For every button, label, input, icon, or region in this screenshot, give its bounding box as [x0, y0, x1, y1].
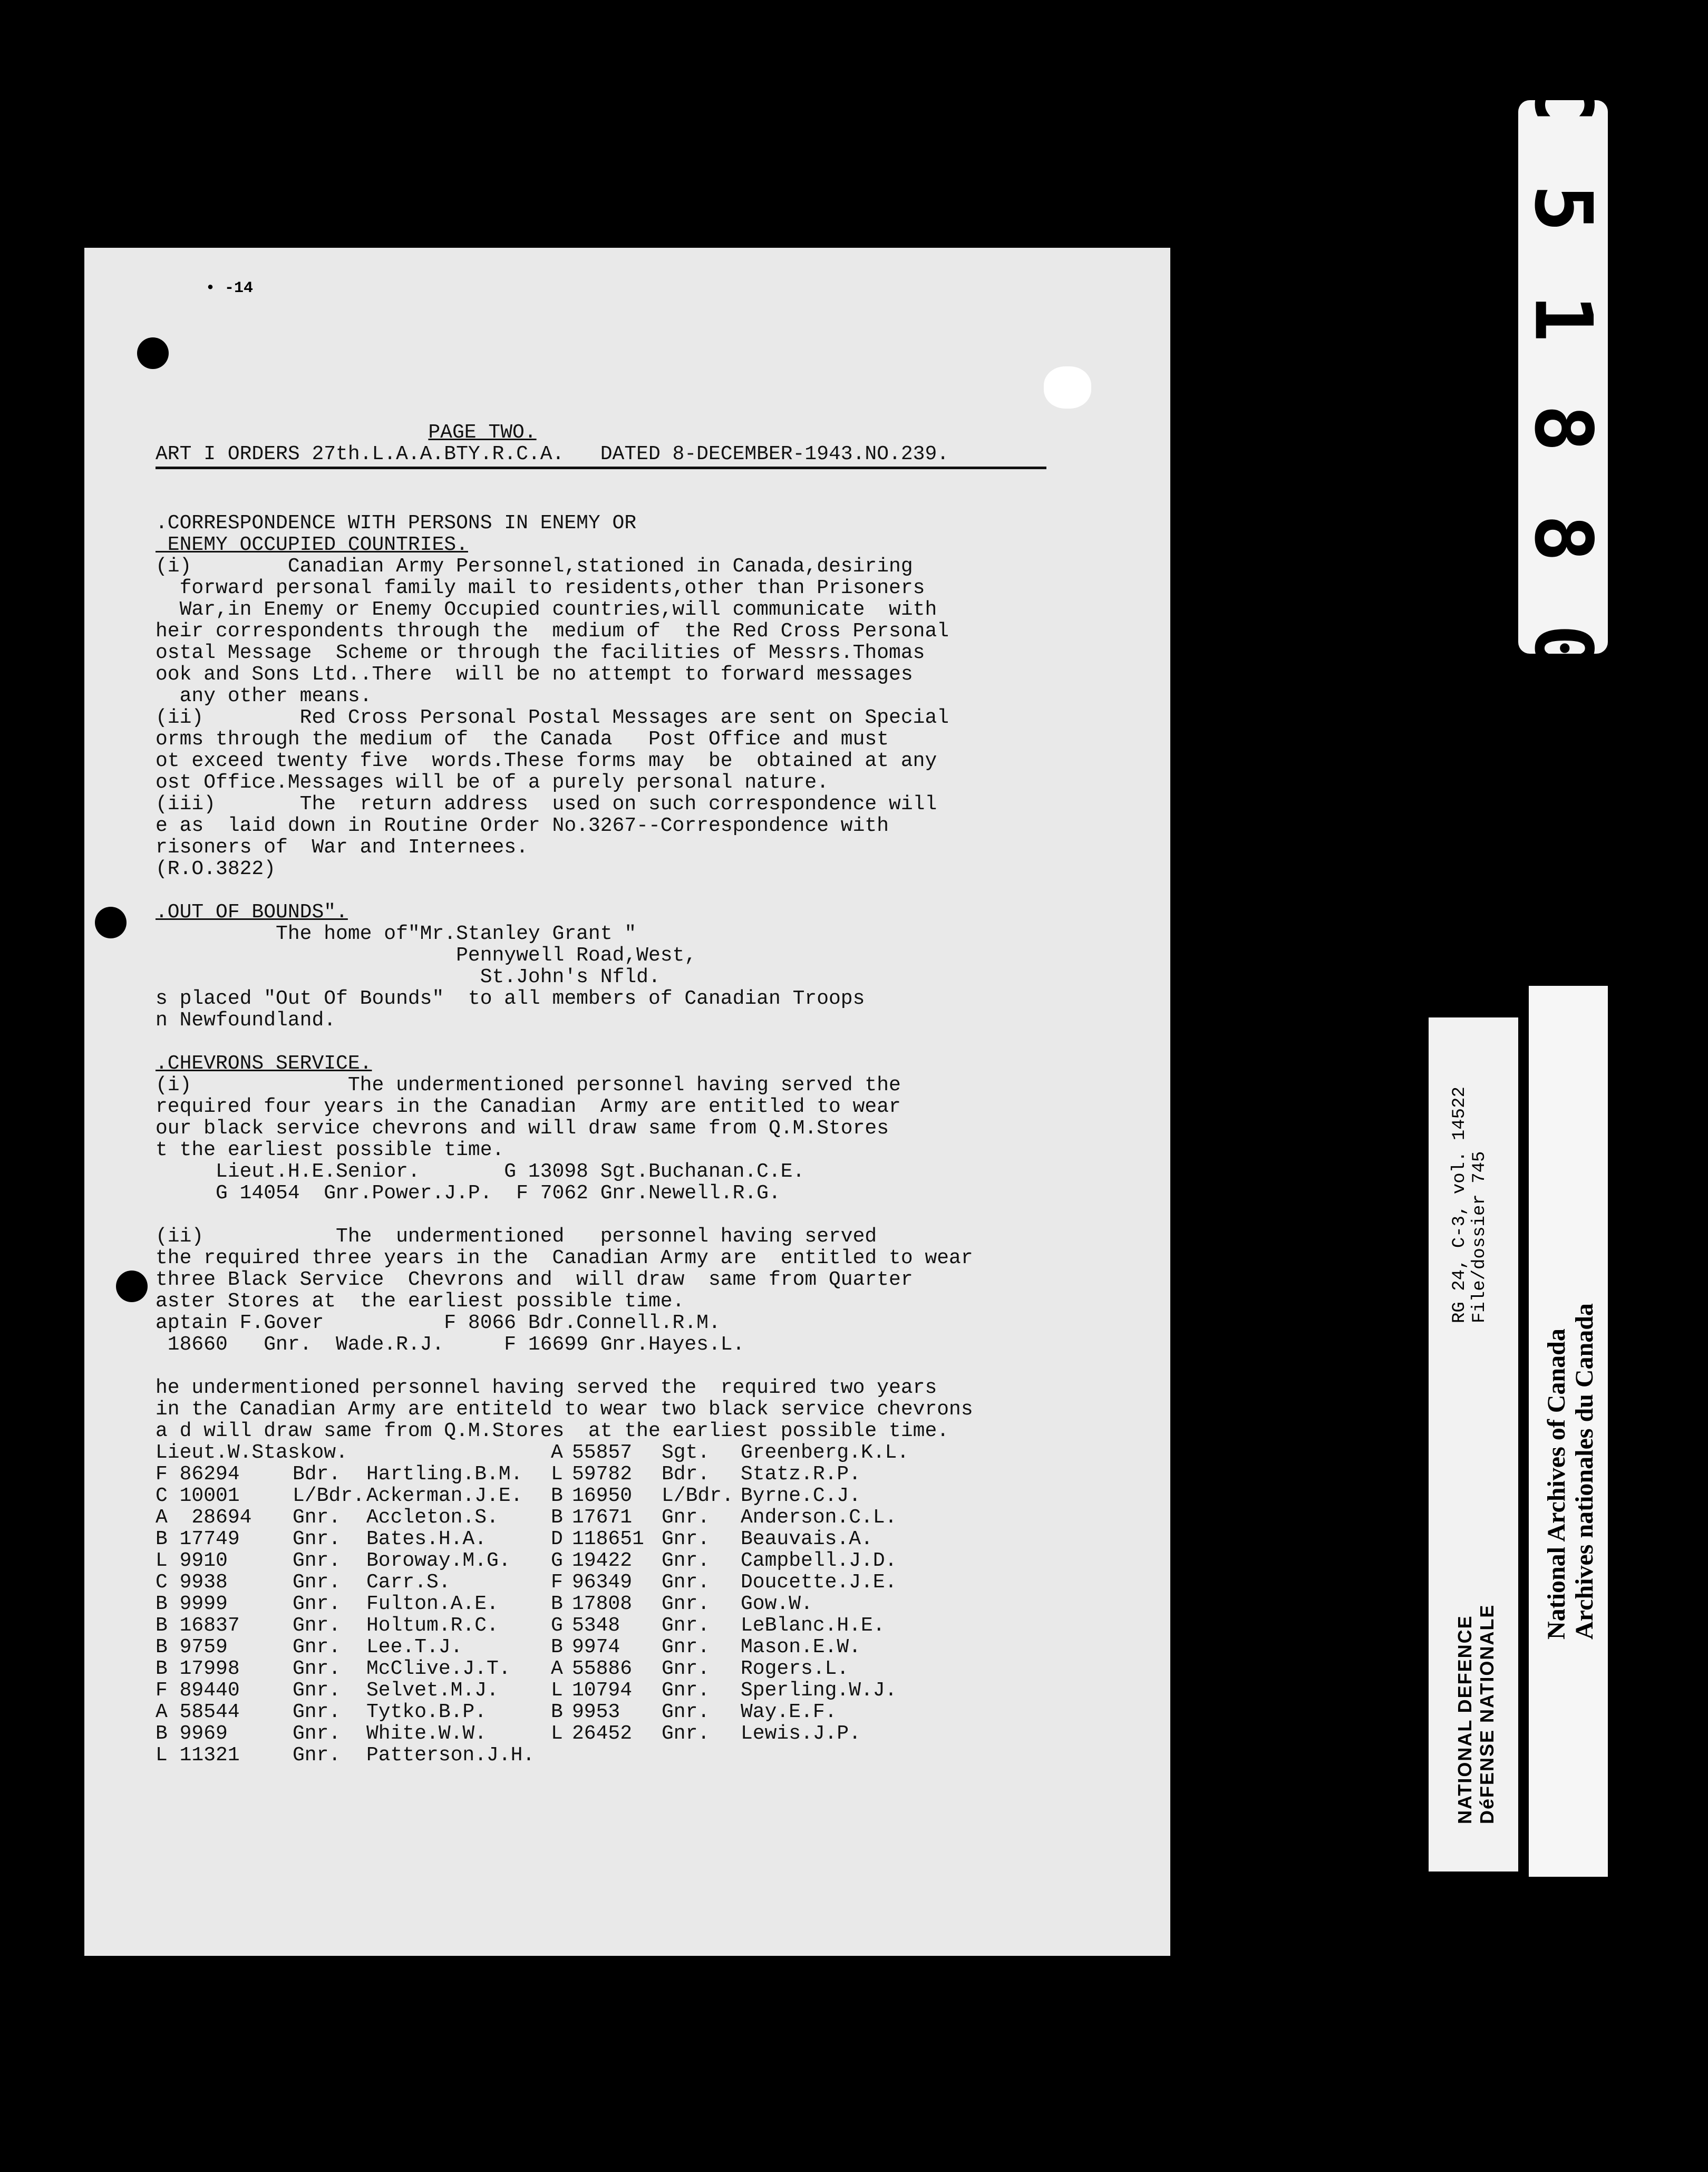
- roster-name-2: Lewis.J.P.: [741, 1722, 861, 1745]
- roster-rank-2: Gnr.: [662, 1657, 710, 1680]
- roster-service-number-2: 16950: [572, 1485, 633, 1507]
- roster-name-2: Anderson.C.L.: [741, 1506, 897, 1529]
- roster-rank: Gnr.: [293, 1528, 341, 1550]
- label-file-dossier: File/dossier 745: [1470, 1151, 1490, 1323]
- roster-service-number-2: 5348: [572, 1614, 620, 1637]
- roster-service-number: B 9759: [156, 1636, 228, 1659]
- roster-company: B: [551, 1593, 563, 1615]
- roster-name: Patterson.J.H.: [366, 1744, 535, 1767]
- roster-name: McClive.J.T.: [366, 1657, 511, 1680]
- text-line: Pennywell Road,West,: [156, 944, 697, 967]
- correspondence-heading-1: .CORRESPONDENCE WITH PERSONS IN ENEMY OR: [156, 512, 637, 535]
- text-line: the required three years in the Canadian Army are entitled to wear: [156, 1247, 973, 1269]
- two-year-chevron-list: [156, 1442, 1083, 1766]
- roster-row: [156, 1550, 1083, 1572]
- roster-rank-2: [662, 1744, 741, 1766]
- text-line: War,in Enemy or Enemy Occupied countries,will communicate with: [156, 598, 937, 621]
- label-archives-fr: Archives nationales du Canada: [1570, 1303, 1598, 1640]
- text-line: St.John's Nfld.: [156, 966, 661, 988]
- roster-name-2: Statz.R.P.: [741, 1463, 861, 1486]
- roster-name: [366, 1442, 551, 1463]
- roster-name-2: Byrne.C.J.: [741, 1485, 861, 1507]
- roster-rank-2: Gnr.: [662, 1679, 710, 1702]
- roster-rank-2: Gnr.: [662, 1636, 710, 1659]
- roster-service-number: B 9969: [156, 1722, 228, 1745]
- roster-service-number: B 16837: [156, 1614, 240, 1637]
- roster-rank: Bdr.: [293, 1463, 341, 1486]
- text-line: aptain F.Gover F 8066 Bdr.Connell.R.M.: [156, 1312, 721, 1334]
- text-line: s placed "Out Of Bounds" to all members of Canadian Troops: [156, 987, 865, 1010]
- roster-company: B: [551, 1701, 563, 1723]
- roster-name: Selvet.M.J.: [366, 1679, 499, 1702]
- orders-header-line: ART I ORDERS 27th.L.A.A.BTY.R.C.A. DATED 8-DECEMBER-1943.NO.239.: [156, 443, 1046, 469]
- chevrons-para-iii: [156, 1377, 1147, 1442]
- roster-company: G: [551, 1614, 563, 1637]
- label-record-group: RG 24, C-3, vol. 14522: [1450, 1087, 1470, 1323]
- frame-number: C 5 1 8 8 0: [1517, 74, 1609, 680]
- roster-company: L: [551, 1463, 563, 1486]
- roster-name-2: LeBlanc.H.E.: [741, 1614, 885, 1637]
- roster-service-number-2: 19422: [572, 1549, 633, 1572]
- roster-name-2: [741, 1744, 962, 1766]
- punch-hole-middle: [95, 907, 127, 938]
- roster-row: [156, 1528, 1083, 1550]
- text-line: in the Canadian Army are entiteld to wear two black service chevrons: [156, 1398, 973, 1421]
- roster-service-number: L 11321: [156, 1744, 240, 1767]
- roster-row: [156, 1723, 1083, 1744]
- frame-number-tab: [1517, 74, 1609, 680]
- text-line: (R.O.3822): [156, 858, 276, 880]
- text-line: required four years in the Canadian Army are entitled to wear: [156, 1095, 901, 1118]
- roster-row: [156, 1507, 1083, 1528]
- roster-service-number-2: 26452: [572, 1722, 633, 1745]
- label-department-en: NATIONAL DEFENCE: [1454, 1615, 1476, 1824]
- roster-rank: Gnr.: [293, 1722, 341, 1745]
- text-line: (ii) The undermentioned personnel having served: [156, 1225, 877, 1248]
- roster-service-number: B 17998: [156, 1657, 240, 1680]
- text-line: forward personal family mail to residents,other than Prisoners: [156, 577, 925, 599]
- roster-name-2: Sperling.W.J.: [741, 1679, 897, 1702]
- roster-company: F: [551, 1571, 563, 1594]
- roster-name-2: Mason.E.W.: [741, 1636, 861, 1659]
- roster-row: [156, 1463, 1083, 1485]
- text-line: 18660 Gnr. Wade.R.J. F 16699 Gnr.Hayes.L.: [156, 1333, 745, 1356]
- roster-rank: Gnr.: [293, 1679, 341, 1702]
- text-line: (ii) Red Cross Personal Postal Messages are sent on Special: [156, 706, 949, 729]
- punch-hole-bottom: [116, 1271, 148, 1302]
- roster-rank-2: Sgt.: [662, 1441, 710, 1464]
- roster-rank: Gnr.: [293, 1744, 341, 1767]
- roster-name-2: Gow.W.: [741, 1593, 813, 1615]
- roster-row: [156, 1680, 1083, 1701]
- text-line: a d will draw same from Q.M.Stores at the earliest possible time.: [156, 1420, 949, 1442]
- label-archives-en: National Archives of Canada: [1542, 1329, 1570, 1640]
- roster-rank: Gnr.: [293, 1506, 341, 1529]
- roster-name-2: Way.E.F.: [741, 1701, 837, 1723]
- roster-row: [156, 1485, 1083, 1507]
- roster-name-2: Doucette.J.E.: [741, 1571, 897, 1594]
- roster-rank-2: Gnr.: [662, 1593, 710, 1615]
- roster-service-number-2: 55857: [572, 1441, 633, 1464]
- correspondence-para-ii: [156, 707, 1147, 793]
- roster-name: Holtum.R.C.: [366, 1614, 499, 1637]
- roster-service-number-2: 10794: [572, 1679, 633, 1702]
- roster-service-number-2: [572, 1744, 662, 1766]
- document-page: [84, 248, 1170, 1956]
- roster-company: B: [551, 1636, 563, 1659]
- roster-service-number: B 17749: [156, 1528, 240, 1550]
- roster-rank: [293, 1442, 366, 1463]
- punch-hole-top: [137, 337, 169, 369]
- roster-name-2: Beauvais.A.: [741, 1528, 873, 1550]
- roster-row: [156, 1636, 1083, 1658]
- text-line: heir correspondents through the medium of the Red Cross Personal: [156, 620, 949, 643]
- roster-company: L: [551, 1722, 563, 1745]
- roster-rank: Gnr.: [293, 1571, 341, 1594]
- text-line: he undermentioned personnel having served the required two years: [156, 1376, 937, 1399]
- roster-name: Bates.H.A.: [366, 1528, 487, 1550]
- roster-row: [156, 1701, 1083, 1723]
- corner-mark: • -14: [206, 279, 254, 297]
- roster-rank-2: Gnr.: [662, 1506, 710, 1529]
- roster-name: White.W.W.: [366, 1722, 487, 1745]
- roster-company: A: [551, 1657, 563, 1680]
- roster-company: L: [551, 1679, 563, 1702]
- roster-rank: Gnr.: [293, 1701, 341, 1723]
- text-line: ot exceed twenty five words.These forms may be obtained at any: [156, 750, 937, 772]
- roster-service-number-2: 9974: [572, 1636, 620, 1659]
- roster-company: A: [551, 1441, 563, 1464]
- text-line: ook and Sons Ltd..There will be no attempt to forward messages: [156, 663, 913, 686]
- roster-service-number: Lieut.W.Staskow.: [156, 1441, 348, 1464]
- roster-name-2: Campbell.J.D.: [741, 1549, 897, 1572]
- roster-rank-2: Gnr.: [662, 1528, 710, 1550]
- text-line: G 14054 Gnr.Power.J.P. F 7062 Gnr.Newell.R.G.: [156, 1182, 781, 1205]
- text-line: t the earliest possible time.: [156, 1139, 504, 1161]
- roster-name: Accleton.S.: [366, 1506, 499, 1529]
- chevrons-heading: .CHEVRONS SERVICE.: [156, 1052, 372, 1075]
- correspondence-para-i: [156, 556, 1147, 707]
- roster-company: B: [551, 1506, 563, 1529]
- text-line: n Newfoundland.: [156, 1009, 336, 1032]
- roster-name: Carr.S.: [366, 1571, 451, 1594]
- roster-rank-2: Gnr.: [662, 1722, 710, 1745]
- text-line: (i) The undermentioned personnel having served the: [156, 1074, 901, 1097]
- roster-service-number-2: 96349: [572, 1571, 633, 1594]
- page-title: PAGE TWO.: [428, 421, 537, 444]
- roster-row: [156, 1572, 1083, 1593]
- roster-name: Lee.T.J.: [366, 1636, 463, 1659]
- text-line: ostal Message Scheme or through the facilities of Messrs.Thomas: [156, 642, 925, 664]
- text-line: three Black Service Chevrons and will draw same from Quarter: [156, 1268, 913, 1291]
- label-department-fr: DéFENSE NATIONALE: [1476, 1604, 1498, 1824]
- chevrons-para-ii: [156, 1226, 1147, 1355]
- roster-service-number: A 28694: [156, 1506, 252, 1529]
- roster-name: Hartling.B.M.: [366, 1463, 523, 1486]
- roster-name: Ackerman.J.E.: [366, 1485, 523, 1507]
- correspondence-heading-2: ENEMY OCCUPIED COUNTRIES.: [156, 534, 468, 556]
- out-of-bounds-heading: .OUT OF BOUNDS".: [156, 901, 348, 924]
- roster-name-2: Greenberg.K.L.: [741, 1441, 909, 1464]
- roster-rank: Gnr.: [293, 1636, 341, 1659]
- text-line: any other means.: [156, 685, 372, 707]
- text-line: aster Stores at the earliest possible time.: [156, 1290, 685, 1313]
- roster-service-number-2: 17808: [572, 1593, 633, 1615]
- out-of-bounds-body: [156, 923, 1147, 1031]
- roster-rank: Gnr.: [293, 1657, 341, 1680]
- roster-company: D: [551, 1528, 563, 1550]
- text-line: orms through the medium of the Canada Post Office and must: [156, 728, 889, 751]
- roster-rank: Gnr.: [293, 1549, 341, 1572]
- roster-name: Boroway.M.G.: [366, 1549, 511, 1572]
- roster-row: [156, 1593, 1083, 1615]
- roster-row: [156, 1615, 1083, 1636]
- roster-service-number: F 89440: [156, 1679, 240, 1702]
- roster-service-number: B 9999: [156, 1593, 228, 1615]
- roster-row: [156, 1442, 1083, 1463]
- text-line: (iii) The return address used on such correspondence will: [156, 793, 937, 816]
- roster-service-number-2: 59782: [572, 1463, 633, 1486]
- text-line: e as laid down in Routine Order No.3267--Correspondence with: [156, 814, 889, 837]
- text-line: (i) Canadian Army Personnel,stationed in Canada,desiring: [156, 555, 913, 578]
- roster-name: Tytko.B.P.: [366, 1701, 487, 1723]
- roster-rank-2: Bdr.: [662, 1463, 710, 1486]
- paper-blot: [1044, 366, 1091, 409]
- roster-rank-2: Gnr.: [662, 1614, 710, 1637]
- roster-service-number: C 10001: [156, 1485, 240, 1507]
- roster-company: G: [551, 1549, 563, 1572]
- roster-rank-2: Gnr.: [662, 1571, 710, 1594]
- roster-rank: Gnr.: [293, 1614, 341, 1637]
- roster-name-2: Rogers.L.: [741, 1657, 849, 1680]
- roster-company: B: [551, 1485, 563, 1507]
- roster-rank-2: L/Bdr.: [662, 1485, 734, 1507]
- correspondence-para-iii: [156, 793, 1147, 880]
- roster-service-number: L 9910: [156, 1549, 228, 1572]
- roster-rank: Gnr.: [293, 1593, 341, 1615]
- roster-rank-2: Gnr.: [662, 1701, 710, 1723]
- roster-company: [551, 1744, 572, 1766]
- text-line: risoners of War and Internees.: [156, 836, 528, 859]
- roster-rank: L/Bdr.: [293, 1485, 365, 1507]
- roster-service-number: C 9938: [156, 1571, 228, 1594]
- roster-service-number-2: 55886: [572, 1657, 633, 1680]
- text-line: ost Office.Messages will be of a purely personal nature.: [156, 771, 829, 794]
- roster-row: [156, 1658, 1083, 1680]
- roster-service-number: F 86294: [156, 1463, 240, 1486]
- roster-service-number-2: 17671: [572, 1506, 633, 1529]
- text-line: our black service chevrons and will draw same from Q.M.Stores: [156, 1117, 889, 1140]
- text-line: Lieut.H.E.Senior. G 13098 Sgt.Buchanan.C.E.: [156, 1160, 805, 1183]
- roster-rank-2: Gnr.: [662, 1549, 710, 1572]
- roster-service-number-2: 9953: [572, 1701, 620, 1723]
- text-line: The home of"Mr.Stanley Grant ": [156, 923, 637, 945]
- document-body: [156, 422, 1147, 1766]
- roster-row: [156, 1744, 1083, 1766]
- chevrons-para-i: [156, 1074, 1147, 1204]
- roster-service-number: A 58544: [156, 1701, 240, 1723]
- roster-name: Fulton.A.E.: [366, 1593, 499, 1615]
- roster-service-number-2: 118651: [572, 1528, 644, 1550]
